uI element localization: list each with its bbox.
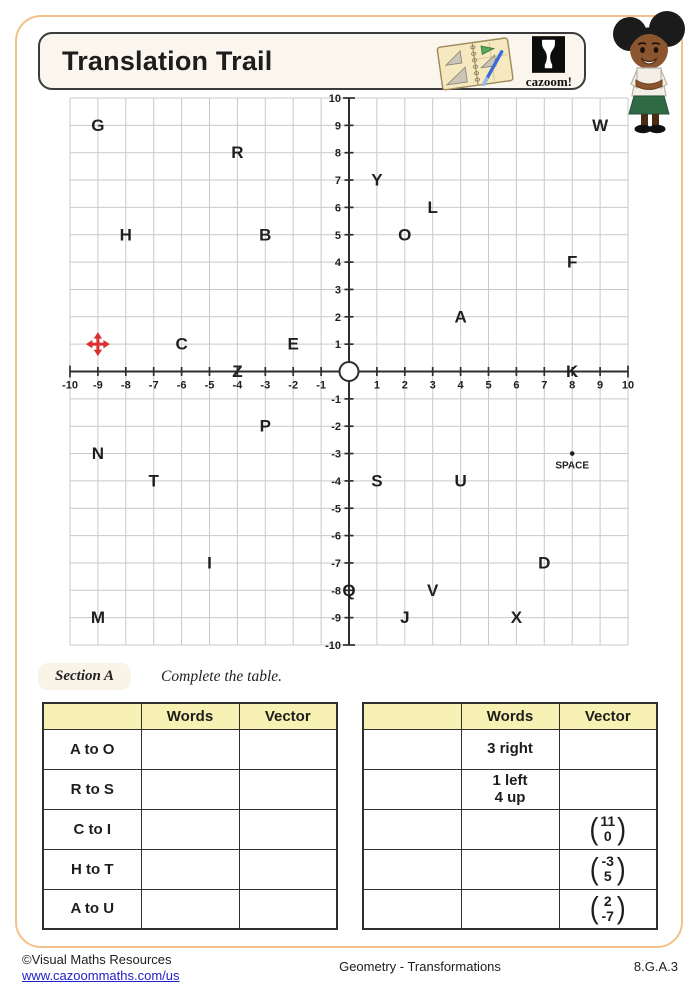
row-label-cell: A to O [43, 729, 141, 769]
footer-copyright: ©Visual Maths Resources [22, 952, 172, 967]
words-answer-cell [461, 849, 559, 889]
vector-answer-cell [559, 889, 657, 929]
y-axis-label: -2 [331, 421, 341, 434]
words-answer-cell [141, 809, 239, 849]
grid-point-T: T [148, 471, 159, 491]
x-axis-label: -5 [204, 379, 215, 392]
page-title: Translation Trail [62, 45, 273, 76]
row-label-cell: C to I [43, 809, 141, 849]
grid-point-P: P [259, 416, 271, 436]
move-cursor-icon [86, 332, 110, 356]
vector-answer-cell [559, 729, 657, 769]
cazoom-logo [526, 36, 572, 90]
column-header-blank [43, 703, 141, 729]
y-axis-label: -7 [331, 557, 341, 570]
grid-point-B: B [259, 225, 272, 245]
row-label-cell: A to U [43, 889, 141, 929]
table-row [363, 769, 657, 809]
answer-tables [42, 702, 658, 930]
x-axis-label: 6 [513, 379, 520, 392]
x-axis-label: 3 [429, 379, 436, 392]
grid-point-R: R [231, 143, 244, 163]
x-axis-label: -3 [260, 379, 271, 392]
y-axis-label: -1 [331, 393, 341, 406]
y-axis-label: 1 [334, 339, 341, 352]
table-row [43, 769, 337, 809]
y-axis-label: 3 [334, 284, 341, 297]
x-axis-label: -6 [176, 379, 187, 392]
section-a-label: Section A [38, 663, 131, 690]
origin-circle [340, 362, 359, 381]
column-vector: ( 2 -7 ) [589, 891, 626, 925]
column-header-words: Words [141, 703, 239, 729]
table-row [43, 729, 337, 769]
x-axis-label: 10 [621, 379, 635, 392]
grid-point-M: M [90, 608, 105, 628]
grid-point-V: V [427, 580, 439, 600]
table-row [43, 849, 337, 889]
column-header-vector: Vector [559, 703, 657, 729]
words-answer-cell [461, 809, 559, 849]
grid-point-W: W [592, 115, 609, 135]
y-axis-label: -10 [325, 640, 341, 652]
words-answer-cell [141, 729, 239, 769]
x-axis-label: 4 [457, 379, 464, 392]
x-axis-label: -7 [148, 379, 159, 392]
y-axis-label: -6 [331, 530, 341, 543]
words-answer-cell: 3 right [461, 729, 559, 769]
y-axis-label: -3 [331, 448, 341, 461]
title-box [38, 32, 586, 90]
table-row [363, 889, 657, 929]
table-row [363, 809, 657, 849]
words-answer-cell [141, 889, 239, 929]
cazoom-logo-text: cazoom! [525, 74, 572, 89]
section-instruction: Complete the table. [161, 667, 283, 685]
translation-table-left [42, 702, 338, 930]
grid-point-E: E [287, 334, 299, 354]
vector-answer-cell [239, 849, 337, 889]
words-answer-cell: 1 left 4 up [461, 769, 559, 809]
vector-answer-cell [559, 809, 657, 849]
table-header-row [363, 703, 657, 729]
row-label-cell [363, 769, 461, 809]
x-axis-label: -2 [288, 379, 299, 392]
grid-point-Y: Y [371, 170, 383, 190]
vector-answer-cell [559, 849, 657, 889]
y-axis-label: 5 [334, 229, 341, 242]
grid-point-Q: Q [342, 580, 356, 600]
x-axis-label: 1 [373, 379, 380, 392]
y-axis-label: 10 [328, 93, 341, 105]
x-axis-label: 9 [597, 379, 604, 392]
y-axis-label: 4 [334, 257, 341, 270]
vector-answer-cell [559, 769, 657, 809]
vector-answer-cell [239, 769, 337, 809]
grid-point-G: G [91, 115, 105, 135]
column-header-blank [363, 703, 461, 729]
vector-answer-cell [239, 729, 337, 769]
words-answer-cell [461, 889, 559, 929]
translation-table-right [362, 702, 658, 930]
row-label-cell [363, 849, 461, 889]
grid-point-S: S [371, 471, 383, 491]
vector-answer-cell [239, 889, 337, 929]
section-a-row [38, 663, 282, 690]
grid-point-F: F [567, 252, 578, 272]
grid-point-K: K [566, 362, 579, 381]
grid-point-H: H [119, 225, 132, 245]
grid-point-L: L [427, 197, 438, 217]
grid-point-Z: Z [232, 362, 243, 381]
y-axis-label: -8 [331, 585, 341, 598]
space-point-label: SPACE [555, 460, 590, 472]
footer-standard-code: 8.G.A.3 [633, 959, 678, 974]
column-header-words: Words [461, 703, 559, 729]
footer-topic: Geometry - Transformations [339, 959, 501, 974]
grid-point-X: X [510, 608, 523, 628]
x-axis-label: -1 [316, 379, 326, 392]
y-axis-label: 8 [334, 147, 341, 160]
y-axis-label: 7 [334, 175, 341, 188]
x-axis-label: 8 [569, 379, 576, 392]
row-label-cell [363, 729, 461, 769]
row-label-cell [363, 809, 461, 849]
table-row [43, 889, 337, 929]
column-vector: ( -3 5 ) [589, 851, 626, 886]
cazoom-logo-icon [532, 36, 565, 73]
footer-url-link[interactable]: www.cazoommaths.com/us [22, 968, 180, 984]
words-answer-cell [141, 849, 239, 889]
grid-point-D: D [538, 553, 551, 573]
x-axis-label: 2 [401, 379, 408, 392]
coordinate-grid [62, 93, 635, 652]
grid-point-J: J [400, 608, 410, 628]
y-axis-label: -4 [331, 475, 341, 488]
y-axis-label: 6 [334, 202, 341, 215]
table-row [363, 729, 657, 769]
grid-point-U: U [454, 471, 467, 491]
y-axis-label: 2 [334, 311, 341, 324]
table-row [43, 809, 337, 849]
grid-point-I: I [207, 553, 212, 573]
grid-point-A: A [454, 307, 467, 327]
x-axis-label: -10 [62, 379, 78, 392]
column-vector: ( 11 0 ) [589, 811, 627, 846]
x-axis-label: -8 [120, 379, 131, 392]
table-header-row [43, 703, 337, 729]
words-answer-cell [141, 769, 239, 809]
y-axis-label: -5 [331, 503, 341, 516]
x-axis-label: -9 [93, 379, 103, 392]
row-label-cell [363, 889, 461, 929]
vector-answer-cell [239, 809, 337, 849]
space-point-dot [570, 451, 575, 456]
x-axis-label: 7 [541, 379, 548, 392]
grid-point-N: N [91, 444, 105, 464]
row-label-cell: R to S [43, 769, 141, 809]
grid-point-C: C [175, 334, 188, 354]
grid-point-O: O [398, 225, 412, 245]
notebook-icon [432, 35, 518, 91]
header-icons [432, 35, 572, 91]
row-label-cell: H to T [43, 849, 141, 889]
table-row [363, 849, 657, 889]
x-axis-label: 5 [485, 379, 492, 392]
column-header-vector: Vector [239, 703, 337, 729]
y-axis-label: -9 [331, 612, 341, 625]
footer [22, 952, 678, 985]
x-axis-label: -4 [232, 379, 243, 392]
y-axis-label: 9 [334, 120, 341, 133]
